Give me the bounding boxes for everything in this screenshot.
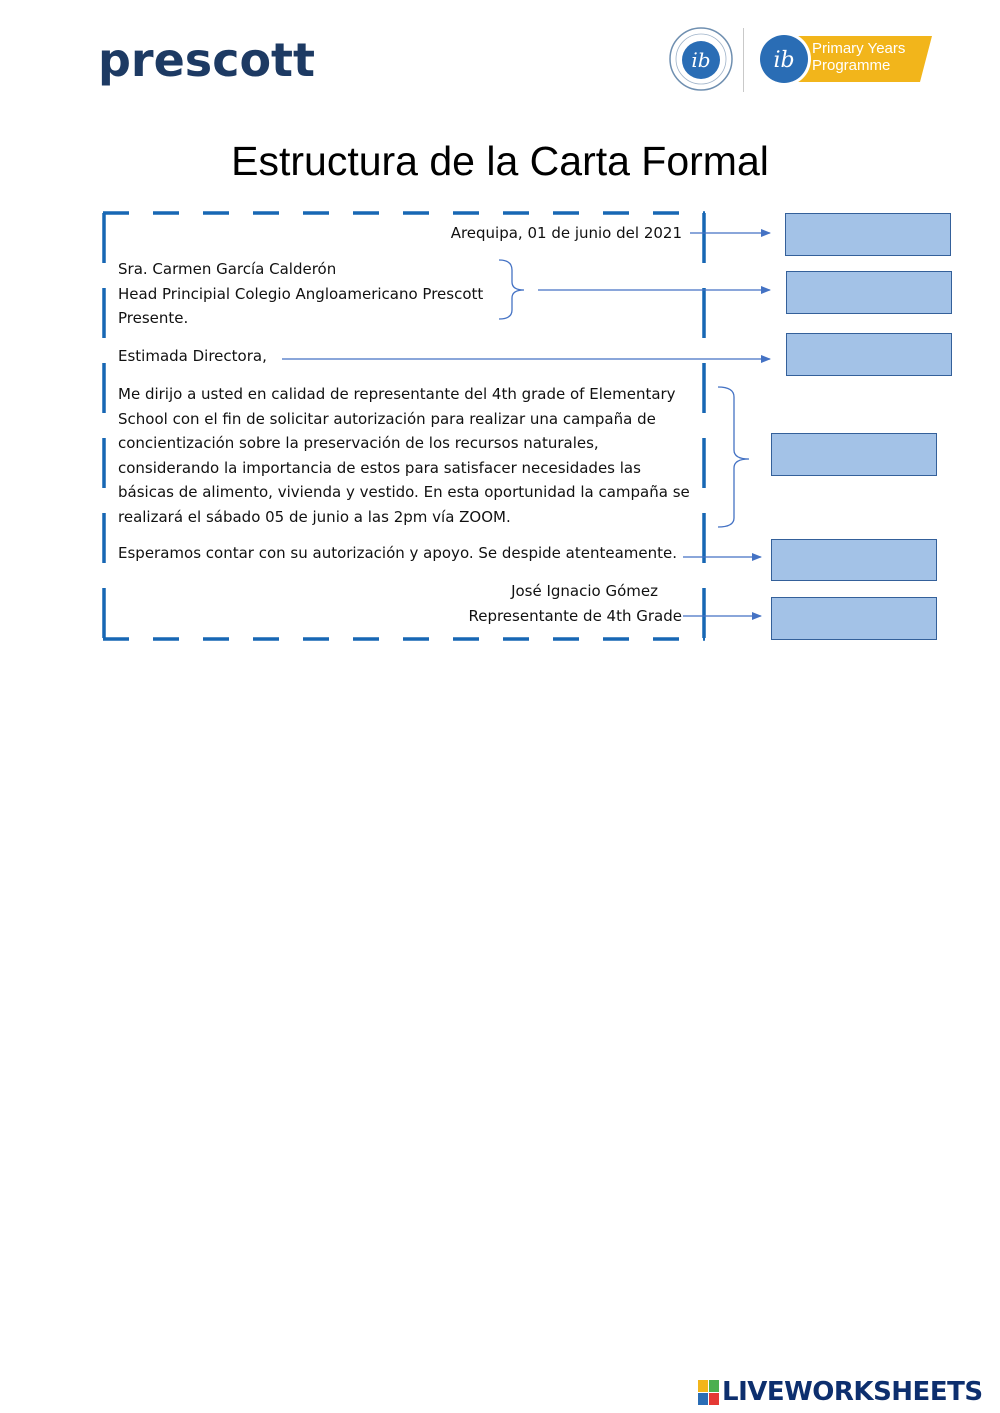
- letter-place-date: Arequipa, 01 de junio del 2021: [450, 224, 682, 242]
- ib-seal-letters: ib: [691, 48, 711, 72]
- prescott-logo: prescott: [98, 33, 316, 87]
- liveworksheets-brand: LIVEWORKSHEETS: [722, 1377, 983, 1407]
- body-brace: [718, 387, 749, 527]
- answer-box-closing[interactable]: [771, 539, 937, 581]
- answer-box-recipient[interactable]: [786, 271, 952, 314]
- pyp-line-2: Programme: [812, 57, 891, 74]
- pyp-line-1: Primary Years: [812, 40, 906, 57]
- answer-box-signature[interactable]: [771, 597, 937, 640]
- recipient-line: Sra. Carmen García Calderón: [118, 260, 337, 278]
- recipient-line: Presente.: [118, 309, 189, 327]
- body-line: considerando la importancia de estos para satisfacer necesidades las: [118, 458, 641, 477]
- letter-recipient: [118, 257, 483, 331]
- body-line: realizará el sábado 05 de junio a las 2pm vía ZOOM.: [118, 507, 511, 526]
- letter-salutation: Estimada Directora,: [118, 347, 267, 365]
- body-line: básicas de alimento, vivienda y vestido. En esta oportunidad la campaña se: [118, 483, 690, 501]
- body-line: Me dirijo a usted en calidad de representante del 4th grade of Elementary: [118, 385, 676, 403]
- answer-box-salutation[interactable]: [786, 333, 952, 376]
- recipient-line: Head Principial Colegio Angloamericano Prescott: [118, 284, 484, 303]
- letter-closing: Esperamos contar con su autorización y apoyo. Se despide atenteamente.: [118, 544, 678, 562]
- recipient-brace: [499, 260, 524, 319]
- liveworksheets-logo-icon: [698, 1380, 720, 1406]
- page-title: Estructura de la Carta Formal: [231, 138, 769, 184]
- body-line: concientización sobre la preservación de los recursos naturales,: [118, 434, 599, 452]
- body-line: School con el fin de solicitar autorización para realizar una campaña de: [118, 409, 656, 428]
- answer-box-body[interactable]: [771, 433, 937, 476]
- signature-name: José Ignacio Gómez: [511, 582, 658, 600]
- answer-box-place-date[interactable]: [785, 213, 951, 256]
- pyp-ib-letters: ib: [773, 48, 795, 73]
- signature-title: Representante de 4th Grade: [468, 607, 682, 625]
- letter-body: [118, 382, 690, 529]
